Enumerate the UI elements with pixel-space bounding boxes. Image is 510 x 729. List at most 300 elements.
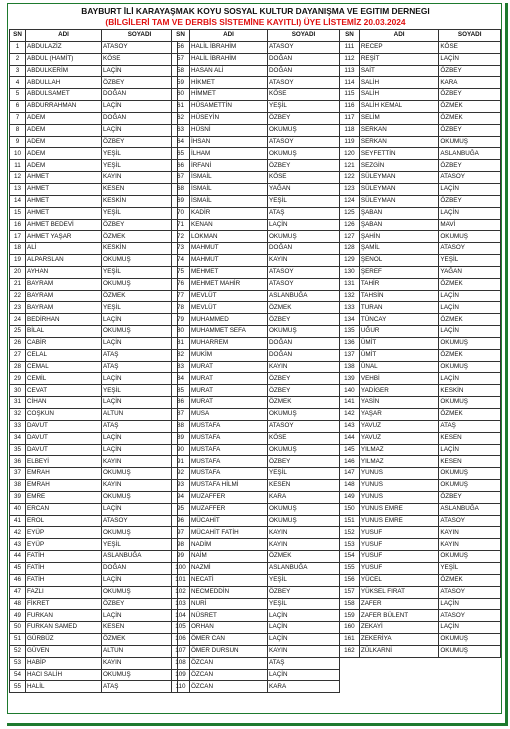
member-surname: KESEN bbox=[102, 183, 178, 195]
member-number: 155 bbox=[340, 562, 360, 574]
member-surname: DOĞAN bbox=[102, 112, 178, 124]
table-row bbox=[340, 231, 501, 243]
member-number: 78 bbox=[172, 302, 190, 314]
member-first-name: MUSTAFA bbox=[190, 468, 268, 480]
member-first-name: HİKMET bbox=[190, 77, 268, 89]
table-row bbox=[10, 124, 178, 136]
member-surname: OKUMUŞ bbox=[439, 397, 501, 409]
member-surname: KARA bbox=[268, 681, 340, 693]
member-number: 59 bbox=[172, 77, 190, 89]
member-number: 54 bbox=[10, 669, 26, 681]
member-first-name: ERCAN bbox=[26, 503, 102, 515]
member-surname: ÖZBEY bbox=[439, 160, 501, 172]
member-first-name: FATİH bbox=[26, 551, 102, 563]
member-surname: KESKİN bbox=[439, 385, 501, 397]
member-number: 62 bbox=[172, 112, 190, 124]
table-row bbox=[10, 326, 178, 338]
member-first-name: MUSTAFA HİLMİ bbox=[190, 480, 268, 492]
member-number: 92 bbox=[172, 468, 190, 480]
table-row bbox=[10, 219, 178, 231]
member-first-name: İLHAM bbox=[190, 148, 268, 160]
member-number: 68 bbox=[172, 183, 190, 195]
member-number: 152 bbox=[340, 527, 360, 539]
member-number: 40 bbox=[10, 503, 26, 515]
table-row bbox=[172, 53, 340, 65]
member-number: 71 bbox=[172, 219, 190, 231]
member-first-name: İHSAN bbox=[190, 136, 268, 148]
member-number: 48 bbox=[10, 598, 26, 610]
member-number: 150 bbox=[340, 503, 360, 515]
member-first-name: MUSA bbox=[190, 409, 268, 421]
member-number: 51 bbox=[10, 634, 26, 646]
member-number: 122 bbox=[340, 172, 360, 184]
member-first-name: AHMET bbox=[26, 207, 102, 219]
member-number: 144 bbox=[340, 432, 360, 444]
table-row bbox=[10, 397, 178, 409]
member-first-name: MEVLÜT bbox=[190, 290, 268, 302]
member-number: 162 bbox=[340, 645, 360, 657]
table-row bbox=[10, 622, 178, 634]
table-row bbox=[10, 183, 178, 195]
member-first-name: YÜCEL bbox=[359, 574, 438, 586]
table-row bbox=[172, 349, 340, 361]
member-first-name: ŞEREF bbox=[359, 266, 438, 278]
table-row bbox=[340, 610, 501, 622]
member-first-name: MURAT bbox=[190, 385, 268, 397]
member-surname: LAÇİN bbox=[439, 373, 501, 385]
table-row bbox=[172, 207, 340, 219]
table-row bbox=[340, 65, 501, 77]
member-number: 161 bbox=[340, 634, 360, 646]
member-number: 44 bbox=[10, 551, 26, 563]
table-row bbox=[10, 432, 178, 444]
member-number: 98 bbox=[172, 539, 190, 551]
table-row bbox=[340, 622, 501, 634]
member-surname: MAVİ bbox=[439, 219, 501, 231]
member-surname: KÖSE bbox=[439, 41, 501, 53]
member-surname: KÖSE bbox=[268, 172, 340, 184]
table-row bbox=[340, 89, 501, 101]
table-row bbox=[340, 551, 501, 563]
member-first-name: ÜMİT bbox=[359, 349, 438, 361]
member-first-name: NECATİ bbox=[190, 574, 268, 586]
member-number: 13 bbox=[10, 183, 26, 195]
member-first-name: NÜSRET bbox=[190, 610, 268, 622]
member-first-name: YASİN bbox=[359, 397, 438, 409]
member-number: 79 bbox=[172, 314, 190, 326]
member-number: 123 bbox=[340, 183, 360, 195]
member-surname: KAYIN bbox=[268, 361, 340, 373]
header-adi: ADI bbox=[190, 30, 268, 42]
member-surname: KÖSE bbox=[102, 53, 178, 65]
member-number: 113 bbox=[340, 65, 360, 77]
table-row bbox=[172, 527, 340, 539]
member-number: 159 bbox=[340, 610, 360, 622]
member-first-name: FATİH bbox=[26, 574, 102, 586]
table-row bbox=[340, 456, 501, 468]
table-row bbox=[10, 657, 178, 669]
member-first-name: FURKAN SAMED bbox=[26, 622, 102, 634]
table-row bbox=[10, 669, 178, 681]
table-header-row bbox=[10, 30, 178, 42]
member-number: 111 bbox=[340, 41, 360, 53]
member-first-name: ADEM bbox=[26, 112, 102, 124]
member-first-name: ZEKERİYA bbox=[359, 634, 438, 646]
member-number: 2 bbox=[10, 53, 26, 65]
member-surname: OKUMUŞ bbox=[439, 337, 501, 349]
table-row bbox=[10, 361, 178, 373]
member-surname: YEŞİL bbox=[268, 101, 340, 113]
member-surname: ÖZMEK bbox=[102, 290, 178, 302]
member-surname: KARA bbox=[439, 77, 501, 89]
header-sn: SN bbox=[340, 30, 360, 42]
member-number: 94 bbox=[172, 491, 190, 503]
table-row bbox=[10, 290, 178, 302]
member-surname: OKUMUŞ bbox=[102, 586, 178, 598]
member-first-name: ŞABAN bbox=[359, 219, 438, 231]
member-first-name: MAHMUT bbox=[190, 243, 268, 255]
member-first-name: EYÜP bbox=[26, 539, 102, 551]
table-row bbox=[10, 373, 178, 385]
member-surname: DOĞAN bbox=[102, 89, 178, 101]
member-number: 109 bbox=[172, 669, 190, 681]
member-number: 110 bbox=[172, 681, 190, 693]
member-first-name: ABDULSAMET bbox=[26, 89, 102, 101]
table-row bbox=[340, 409, 501, 421]
member-surname: KESKİN bbox=[102, 195, 178, 207]
member-first-name: YILMAZ bbox=[359, 456, 438, 468]
member-surname: DOĞAN bbox=[268, 65, 340, 77]
member-number: 43 bbox=[10, 539, 26, 551]
member-number: 64 bbox=[172, 136, 190, 148]
member-number: 7 bbox=[10, 112, 26, 124]
member-surname: KARA bbox=[268, 491, 340, 503]
member-number: 119 bbox=[340, 136, 360, 148]
member-surname: LAÇİN bbox=[102, 65, 178, 77]
member-surname: ATAŞ bbox=[268, 207, 340, 219]
member-number: 27 bbox=[10, 349, 26, 361]
member-first-name: MUHARREM bbox=[190, 337, 268, 349]
member-surname: ÖZBEY bbox=[102, 598, 178, 610]
member-number: 87 bbox=[172, 409, 190, 421]
member-number: 137 bbox=[340, 349, 360, 361]
member-number: 135 bbox=[340, 326, 360, 338]
member-surname: DOĞAN bbox=[268, 243, 340, 255]
member-first-name: HACI SALİH bbox=[26, 669, 102, 681]
table-row bbox=[172, 468, 340, 480]
header-adi: ADI bbox=[359, 30, 438, 42]
member-surname: ÖZBEY bbox=[268, 160, 340, 172]
member-first-name: BİLAL bbox=[26, 326, 102, 338]
member-number: 47 bbox=[10, 586, 26, 598]
member-first-name: YILMAZ bbox=[359, 444, 438, 456]
member-first-name: ZAFER bbox=[359, 598, 438, 610]
member-first-name: NADİM bbox=[190, 539, 268, 551]
member-first-name: SEYFETTİN bbox=[359, 148, 438, 160]
table-row bbox=[10, 89, 178, 101]
member-number: 126 bbox=[340, 219, 360, 231]
member-number: 86 bbox=[172, 397, 190, 409]
member-first-name: CABİR bbox=[26, 337, 102, 349]
member-first-name: RECEP bbox=[359, 41, 438, 53]
table-row bbox=[10, 195, 178, 207]
table-row bbox=[172, 337, 340, 349]
member-first-name: İSMAİL bbox=[190, 183, 268, 195]
member-first-name: MUHAMMED bbox=[190, 314, 268, 326]
table-row bbox=[172, 681, 340, 693]
member-surname: YEŞİL bbox=[102, 539, 178, 551]
sheet-border-right bbox=[505, 3, 508, 726]
table-row bbox=[172, 634, 340, 646]
member-surname: LAÇİN bbox=[268, 669, 340, 681]
header-adi: ADI bbox=[26, 30, 102, 42]
member-number: 41 bbox=[10, 515, 26, 527]
table-row bbox=[172, 539, 340, 551]
member-first-name: YUNUS bbox=[359, 480, 438, 492]
member-first-name: SELİM bbox=[359, 112, 438, 124]
table-row bbox=[172, 503, 340, 515]
member-first-name: HASAN ALİ bbox=[190, 65, 268, 77]
member-number: 136 bbox=[340, 337, 360, 349]
member-first-name: CEVAT bbox=[26, 385, 102, 397]
table-row bbox=[340, 586, 501, 598]
member-surname: KESKİN bbox=[102, 243, 178, 255]
table-row bbox=[172, 326, 340, 338]
table-row bbox=[340, 491, 501, 503]
member-number: 117 bbox=[340, 112, 360, 124]
member-surname: ASLANBUĞA bbox=[268, 290, 340, 302]
table-row bbox=[10, 314, 178, 326]
table-row bbox=[10, 337, 178, 349]
member-surname: OKUMUŞ bbox=[439, 361, 501, 373]
member-number: 101 bbox=[172, 574, 190, 586]
member-number: 25 bbox=[10, 326, 26, 338]
member-first-name: EMRE bbox=[26, 491, 102, 503]
member-surname: ÖZMEK bbox=[439, 409, 501, 421]
member-number: 55 bbox=[10, 681, 26, 693]
table-row bbox=[172, 491, 340, 503]
member-surname: ÖZMEK bbox=[439, 278, 501, 290]
member-surname: ÖZBEY bbox=[439, 89, 501, 101]
member-first-name: MUSTAFA bbox=[190, 456, 268, 468]
member-first-name: DAVUT bbox=[26, 444, 102, 456]
member-first-name: ÖZCAN bbox=[190, 681, 268, 693]
member-number: 103 bbox=[172, 598, 190, 610]
member-surname: ÖZBEY bbox=[439, 124, 501, 136]
member-first-name: HÜSAMETTİN bbox=[190, 101, 268, 113]
table-row bbox=[10, 207, 178, 219]
member-number: 61 bbox=[172, 101, 190, 113]
member-surname: LAÇİN bbox=[102, 124, 178, 136]
member-number: 88 bbox=[172, 420, 190, 432]
member-number: 90 bbox=[172, 444, 190, 456]
table-row bbox=[10, 681, 178, 693]
table-row bbox=[172, 148, 340, 160]
table-header-row bbox=[172, 30, 340, 42]
member-number: 6 bbox=[10, 101, 26, 113]
member-first-name: UĞUR bbox=[359, 326, 438, 338]
member-number: 80 bbox=[172, 326, 190, 338]
member-surname: LAÇİN bbox=[439, 207, 501, 219]
table-row bbox=[172, 409, 340, 421]
table-row bbox=[10, 385, 178, 397]
member-first-name: TAHSİN bbox=[359, 290, 438, 302]
member-surname: YEŞİL bbox=[102, 148, 178, 160]
member-first-name: NECMEDDİN bbox=[190, 586, 268, 598]
member-number: 4 bbox=[10, 77, 26, 89]
member-first-name: DAVUT bbox=[26, 420, 102, 432]
table-row bbox=[340, 148, 501, 160]
table-row bbox=[10, 503, 178, 515]
header-sn: SN bbox=[172, 30, 190, 42]
member-first-name: MUZAFFER bbox=[190, 491, 268, 503]
member-surname: KESEN bbox=[439, 432, 501, 444]
member-surname: ALTUN bbox=[102, 645, 178, 657]
member-first-name: ÖMER CAN bbox=[190, 634, 268, 646]
table-row bbox=[10, 456, 178, 468]
member-surname: OKUMUŞ bbox=[439, 468, 501, 480]
member-number: 149 bbox=[340, 491, 360, 503]
member-surname: LAÇİN bbox=[439, 290, 501, 302]
member-first-name: ŞAHİN bbox=[359, 231, 438, 243]
member-surname: KAYIN bbox=[102, 480, 178, 492]
member-number: 53 bbox=[10, 657, 26, 669]
member-number: 82 bbox=[172, 349, 190, 361]
member-surname: OKUMUŞ bbox=[102, 669, 178, 681]
member-surname: OKUMUŞ bbox=[268, 444, 340, 456]
table-row bbox=[172, 136, 340, 148]
member-number: 89 bbox=[172, 432, 190, 444]
member-first-name: MAHMUT bbox=[190, 255, 268, 267]
member-surname: LAÇİN bbox=[268, 610, 340, 622]
member-number: 15 bbox=[10, 207, 26, 219]
member-table-2 bbox=[171, 29, 340, 693]
member-first-name: ALİ bbox=[26, 243, 102, 255]
member-first-name: ORHAN bbox=[190, 622, 268, 634]
member-number: 147 bbox=[340, 468, 360, 480]
member-first-name: BAYRAM bbox=[26, 278, 102, 290]
member-surname: ATAŞ bbox=[102, 681, 178, 693]
member-first-name: NAZMİ bbox=[190, 562, 268, 574]
member-surname: ATASOY bbox=[268, 278, 340, 290]
member-number: 33 bbox=[10, 420, 26, 432]
table-row bbox=[172, 373, 340, 385]
table-row bbox=[340, 645, 501, 657]
member-surname: ALTUN bbox=[102, 409, 178, 421]
member-surname: YEŞİL bbox=[102, 385, 178, 397]
table-row bbox=[172, 183, 340, 195]
member-number: 9 bbox=[10, 136, 26, 148]
member-first-name: EROL bbox=[26, 515, 102, 527]
member-first-name: FAZLI bbox=[26, 586, 102, 598]
member-number: 63 bbox=[172, 124, 190, 136]
member-table-3 bbox=[339, 29, 501, 658]
member-number: 105 bbox=[172, 622, 190, 634]
member-surname: ÖZBEY bbox=[102, 77, 178, 89]
table-row bbox=[172, 574, 340, 586]
member-first-name: KENAN bbox=[190, 219, 268, 231]
table-row bbox=[340, 255, 501, 267]
member-number: 57 bbox=[172, 53, 190, 65]
member-first-name: YUNUS bbox=[359, 468, 438, 480]
member-surname: OKUMUŞ bbox=[439, 480, 501, 492]
member-number: 66 bbox=[172, 160, 190, 172]
member-surname: OKUMUŞ bbox=[439, 551, 501, 563]
member-number: 134 bbox=[340, 314, 360, 326]
table-row bbox=[340, 337, 501, 349]
member-number: 115 bbox=[340, 89, 360, 101]
table-row bbox=[10, 634, 178, 646]
table-row bbox=[172, 456, 340, 468]
member-number: 112 bbox=[340, 53, 360, 65]
member-number: 19 bbox=[10, 255, 26, 267]
table-row bbox=[340, 444, 501, 456]
member-number: 139 bbox=[340, 373, 360, 385]
member-first-name: AHMET BEDEVİ bbox=[26, 219, 102, 231]
member-surname: DOĞAN bbox=[268, 337, 340, 349]
member-surname: ÖZBEY bbox=[268, 112, 340, 124]
member-number: 140 bbox=[340, 385, 360, 397]
member-first-name: BAYRAM bbox=[26, 290, 102, 302]
member-surname: YEŞİL bbox=[439, 562, 501, 574]
member-number: 12 bbox=[10, 172, 26, 184]
member-surname: ÖZBEY bbox=[268, 373, 340, 385]
member-number: 69 bbox=[172, 195, 190, 207]
member-number: 14 bbox=[10, 195, 26, 207]
member-surname: ÖZBEY bbox=[268, 385, 340, 397]
table-row bbox=[10, 515, 178, 527]
member-first-name: BAYRAM bbox=[26, 302, 102, 314]
member-number: 108 bbox=[172, 657, 190, 669]
member-number: 132 bbox=[340, 290, 360, 302]
table-row bbox=[340, 373, 501, 385]
member-surname: DOĞAN bbox=[102, 562, 178, 574]
member-first-name: EYÜP bbox=[26, 527, 102, 539]
member-first-name: YUSUF bbox=[359, 539, 438, 551]
table-row bbox=[340, 503, 501, 515]
member-first-name: ÖMER DURSUN bbox=[190, 645, 268, 657]
member-surname: ASLANBUĞA bbox=[439, 148, 501, 160]
member-surname: OKUMUŞ bbox=[102, 278, 178, 290]
member-number: 85 bbox=[172, 385, 190, 397]
member-surname: ATASOY bbox=[102, 515, 178, 527]
member-number: 99 bbox=[172, 551, 190, 563]
sheet-border-bottom bbox=[7, 723, 508, 726]
member-number: 11 bbox=[10, 160, 26, 172]
member-surname: LAÇİN bbox=[439, 53, 501, 65]
member-surname: ÖZMEK bbox=[102, 231, 178, 243]
table-row bbox=[172, 160, 340, 172]
member-first-name: GÜRBÜZ bbox=[26, 634, 102, 646]
member-surname: ATASOY bbox=[268, 420, 340, 432]
member-surname: ÖZMEK bbox=[439, 314, 501, 326]
member-number: 75 bbox=[172, 266, 190, 278]
member-first-name: CİHAN bbox=[26, 397, 102, 409]
table-row bbox=[340, 397, 501, 409]
table-row bbox=[340, 112, 501, 124]
member-first-name: SERKAN bbox=[359, 124, 438, 136]
table-row bbox=[172, 669, 340, 681]
table-row bbox=[10, 302, 178, 314]
table-row bbox=[172, 314, 340, 326]
table-row bbox=[172, 562, 340, 574]
member-first-name: ZÜLKARNİ bbox=[359, 645, 438, 657]
table-header-row bbox=[340, 30, 501, 42]
member-first-name: ÖZCAN bbox=[190, 669, 268, 681]
table-row bbox=[340, 243, 501, 255]
member-number: 120 bbox=[340, 148, 360, 160]
member-first-name: ABDUL (HAMİT) bbox=[26, 53, 102, 65]
